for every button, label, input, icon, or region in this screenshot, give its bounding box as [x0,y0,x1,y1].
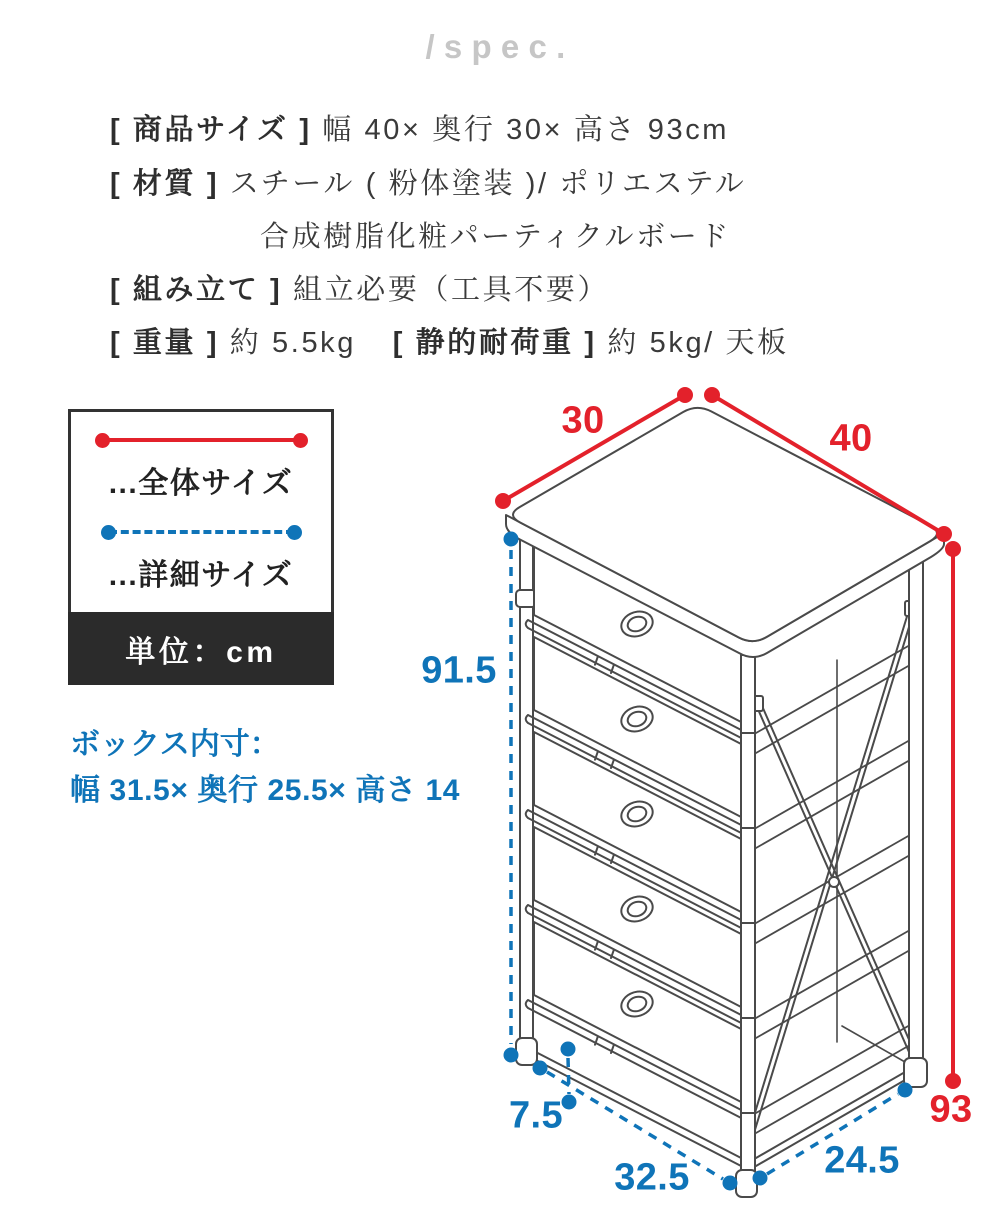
material-value-2: 合成樹脂化粧パーティクルボード [260,221,731,253]
dim-frame-height: 91.5 [421,649,497,692]
unit-badge: 単位：cm [68,612,334,685]
box-note-title: ボックス内寸： [70,728,280,761]
chest-drawing [506,408,944,1197]
box-note-value: 幅 31.5× 奥行 25.5× 高さ 14 [70,774,461,807]
dim-total-height: 93 [929,1088,973,1131]
assembly-label: [ 組み立て ] [110,274,283,306]
dim-base-depth: 24.5 [824,1139,900,1182]
load-label: [ 静的耐荷重 ] [392,327,597,359]
assembly-value: 組立必要（工具不要） [292,274,610,306]
weight-label: [ 重量 ] [110,327,220,359]
legend-overall-label: ...全体サイズ [108,467,294,500]
load-value: 約 5kg/ 天板 [607,327,789,359]
size-label: [ 商品サイズ ] [110,114,312,146]
page-title: /spec. [425,28,575,65]
weight-value: 約 5.5kg [229,327,357,359]
dim-top-width: 40 [829,417,873,460]
material-value: スチール ( 粉体塗装 )/ ポリエステル [229,168,747,200]
dim-base-width: 32.5 [614,1156,690,1199]
side-frame [756,645,912,1166]
dim-foot-height: 7.5 [509,1094,563,1137]
cross-brace [745,601,919,1146]
legend-detail-label: ...詳細サイズ [108,559,294,592]
material-label: [ 材質 ] [110,168,220,200]
dim-top-depth: 30 [561,399,605,442]
size-value: 幅 40× 奥行 30× 高さ 93cm [322,114,730,146]
